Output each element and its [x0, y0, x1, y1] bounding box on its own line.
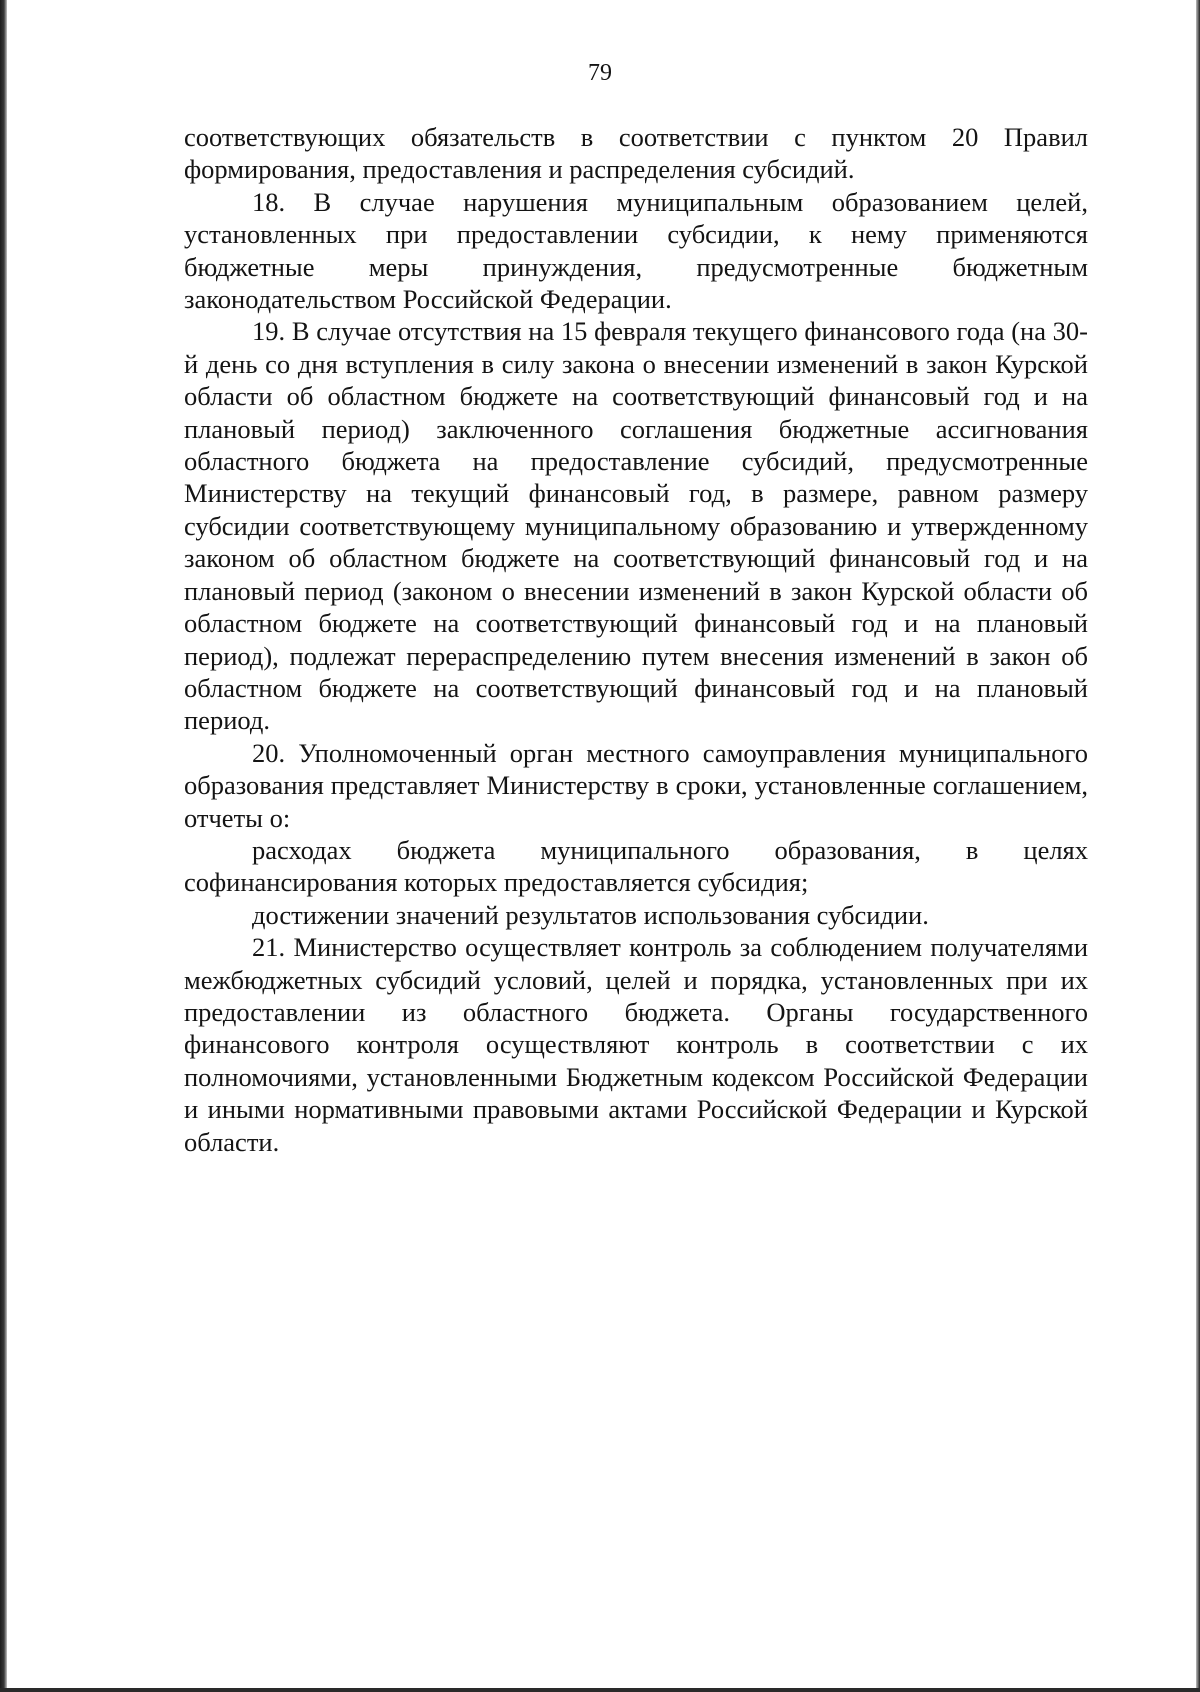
- paragraph-report-results: достижении значений результатов использования субсидии.: [252, 899, 929, 930]
- paragraph-continuation: соответствующих обязательств в соответствии с пунктом 20 Правил формирования, предоставления и распределения субсидий.: [184, 122, 1088, 185]
- paragraph-report-expenses: расходах бюджета муниципального образования, в целях софинансирования которых предоставляется субсидия;: [184, 834, 1088, 898]
- document-body: [184, 121, 1088, 1158]
- scan-edge-left: [0, 0, 7, 1692]
- scan-edge-bottom: [0, 1688, 1200, 1692]
- paragraph-item-20: 20. Уполномоченный орган местного самоуправления муниципального образования представляет Министерству в сроки, установленные соглашением, отчеты о:: [184, 737, 1088, 833]
- page-number: 79: [588, 60, 612, 86]
- paragraph-item-19: 19. В случае отсутствия на 15 февраля текущего финансового года (на 30-й день со дня вступления в силу закона о внесении изменений в закон Курской области об областном бюджете на соответствующий финансовый год и на плановый период) заключенного соглашения бюджетные ассигнования областного бюджета на предоставление субсидий, предусмотренные Министерству на текущий финансовый год, в размере, равном размеру субсидии соответствующему муниципальному образованию и утвержденному законом об областном бюджете на соответствующий финансовый год и на плановый период (законом о внесении изменений в закон Курской области об областном бюджете на соответствующий финансовый год и на плановый период), подлежат перераспределению путем внесения изменений в закон об областном бюджете на соответствующий финансовый год и на плановый период.: [184, 316, 1088, 736]
- paragraph-item-21: 21. Министерство осуществляет контроль за соблюдением получателями межбюджетных субсидий условий, целей и порядка, установленных при их предоставлении из областного бюджета. Органы государственного финансового контроля осуществляют контроль в соответствии с их полномочиями, установленными Бюджетным кодексом Российской Федерации и иными нормативными правовыми актами Российской Федерации и Курской области.: [184, 932, 1088, 1157]
- paragraph-item-18: 18. В случае нарушения муниципальным образованием целей, установленных при предоставлении субсидии, к нему применяются бюджетные меры принуждения, предусмотренные бюджетным законодательством Российской Федерации.: [184, 186, 1088, 315]
- scan-edge-right: [1196, 0, 1200, 1692]
